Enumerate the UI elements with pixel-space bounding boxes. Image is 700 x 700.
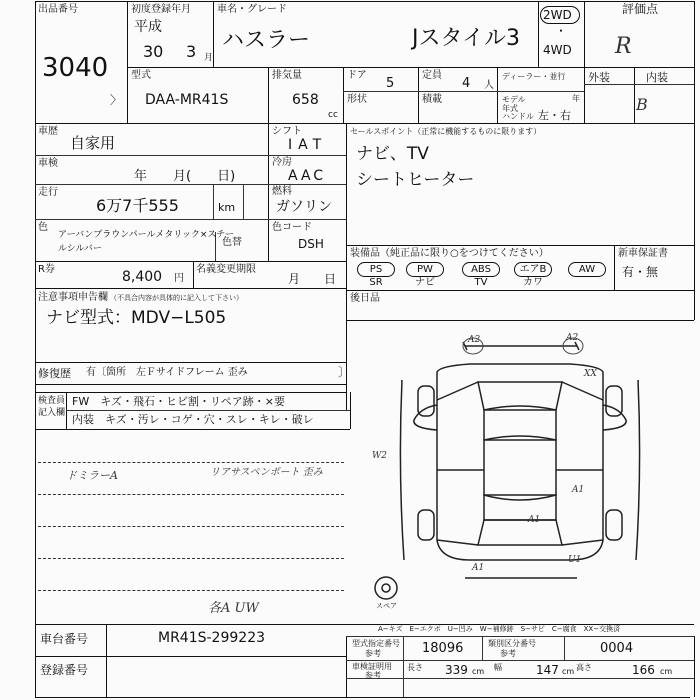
diagram-mark-front-right: A2	[566, 333, 579, 343]
class-number-value: 0004	[600, 641, 634, 656]
fuel-value: ガソリン	[276, 199, 332, 215]
month-unit: 月	[204, 53, 214, 63]
form-label: 形状	[347, 94, 367, 105]
history-value: 自家用	[70, 134, 116, 152]
auto-tax-value: 月 日	[288, 272, 337, 286]
displacement-unit: cc	[328, 110, 338, 120]
reg-month: 3	[186, 42, 197, 61]
exterior-label: 外装	[588, 71, 610, 84]
capacity-value: 4	[462, 76, 471, 91]
color-label: 色	[38, 222, 48, 233]
width-unit: cm	[562, 667, 575, 676]
interior-label: 内装	[646, 71, 668, 84]
type-number-ref: 参考	[365, 649, 381, 658]
score-label: 評価点	[622, 2, 659, 16]
repair-value: 有〔箇所 左Ｆサイドフレーム 歪み	[86, 367, 248, 378]
doors-label: ドア	[347, 70, 367, 81]
capacity-unit: 人	[484, 80, 494, 91]
capacity-label: 定員	[422, 70, 442, 81]
reg-year: 30	[143, 42, 164, 61]
era: 平成	[134, 19, 162, 35]
inspector-label-1: 検査員	[38, 396, 66, 406]
chassis-value: MR41S-299223	[158, 630, 266, 646]
diagram-mark-left-side: W2	[372, 451, 387, 461]
length-unit: cm	[472, 667, 485, 676]
mileage-value: 6万7千555	[96, 196, 179, 215]
drive-2wd: 2WD	[543, 8, 572, 22]
model-name: ハスラー	[222, 28, 311, 53]
inspector-row-1: FW キズ・飛石・ヒビ割・リペア跡・×要	[72, 395, 285, 408]
dealer-label: ディーラー・並行	[502, 72, 566, 81]
equip-tv: TV	[474, 277, 488, 288]
displacement-value: 658	[292, 92, 319, 108]
auto-tax-label: 名義変更期限	[196, 264, 256, 275]
type-value: DAA-MR41S	[145, 92, 229, 108]
length-label: 長さ	[407, 663, 423, 672]
inspection-label: 車検	[38, 158, 58, 169]
shift-label: シフト	[272, 126, 302, 137]
type-label: 型式	[131, 70, 151, 81]
handwritten-note-2: リアサスペンポート 歪み	[210, 467, 323, 478]
equip-ps: PS	[357, 262, 395, 277]
notes-label: 注意事項申告欄	[38, 292, 108, 303]
notes-sub-label: （不具合内容が具体的に記入して下さい）	[110, 294, 243, 302]
new-warranty-label: 新車保証書	[618, 248, 668, 259]
spare-label: スペア	[376, 602, 397, 610]
handle-label: ハンドル	[502, 112, 534, 121]
mileage-label: 走行	[38, 187, 58, 198]
color-code-value: DSH	[298, 237, 324, 251]
equip-navi: ナビ	[415, 277, 435, 288]
type-number-value: 18096	[422, 641, 464, 656]
repair-label: 修復歴	[38, 367, 71, 380]
dims-ref: 参考	[365, 671, 381, 680]
notes-text: ナビ型式：MDV−L505	[46, 308, 227, 328]
equip-pw: PW	[406, 262, 444, 277]
diagram-legend: A−キズ E−エクボ U−凹み W−補修跡 S−サビ C−腐食 XX−交換済	[378, 625, 621, 633]
height-label: 高さ	[576, 663, 592, 672]
repair-close: 〕	[338, 365, 351, 379]
selling-label: セールスポイント（正常に機能するものに限ります）	[350, 127, 542, 136]
handwritten-note-1: ドミラーA	[66, 469, 118, 482]
class-number-ref: 参考	[500, 649, 516, 658]
color-value-1: アーバンブラウンパールメタリック×スチー	[58, 230, 235, 240]
handle-value: 左・右	[538, 109, 571, 122]
registration-label: 登録番号	[40, 663, 89, 677]
first-reg-label: 初度登録年月	[131, 4, 191, 15]
length-value: 339	[445, 663, 468, 677]
new-warranty-value: 有・無	[622, 265, 659, 279]
recycle-label: R券	[38, 264, 55, 275]
equip-abs: ABS	[462, 262, 500, 277]
equip-airbag: エアB	[514, 262, 552, 277]
shift-value: IAT	[288, 137, 328, 153]
model-label: 車名・グレード	[217, 4, 287, 15]
inspection-value: 年 月( 日)	[134, 169, 236, 184]
fuel-label: 燃料	[272, 186, 292, 197]
ac-value: AAC	[288, 168, 327, 184]
lot-number: 3040	[42, 53, 109, 83]
width-label: 幅	[494, 663, 502, 672]
drive-dot: ・	[555, 24, 568, 38]
diagram-mark-right-front: XX	[584, 369, 597, 379]
height-unit: cm	[660, 667, 673, 676]
equipment-label: 装備品（純正品に限り○をつけてください）	[350, 248, 549, 259]
equip-sr: SR	[369, 277, 383, 288]
diagram-mark-right-side: A1	[572, 485, 585, 495]
drive-4wd: 4WD	[543, 43, 572, 57]
score-value: R	[615, 34, 632, 59]
height-value: 166	[632, 663, 655, 677]
handwritten-note-3: 各A UW	[208, 601, 259, 616]
interior-value: B	[636, 95, 648, 114]
selling-line-1: ナビ、TV	[356, 144, 429, 164]
type-number-label: 型式指定番号	[352, 639, 400, 648]
color-value-2: ルシルバー	[58, 244, 102, 254]
mileage-unit: km	[218, 201, 236, 214]
history-label: 車歴	[38, 126, 58, 137]
chassis-label: 車台番号	[40, 632, 89, 646]
dims-label: 車検証明用	[352, 662, 392, 671]
diagram-mark-rear-left: A1	[472, 563, 485, 573]
year-unit: 年	[572, 94, 580, 103]
inspector-label-2: 記入欄	[38, 408, 66, 418]
lot-label: 出品番号	[38, 4, 78, 15]
doors-value: 5	[386, 76, 395, 91]
class-number-label: 類別区分番号	[488, 639, 536, 648]
equip-leather: カワ	[523, 277, 543, 288]
lot-arrow: 〉	[110, 93, 123, 107]
repaint-label: 色替	[222, 237, 242, 248]
diagram-mark-front-left: A2	[468, 335, 481, 345]
width-value: 147	[536, 663, 559, 677]
inspector-row-2: 内装 キズ・汚レ・コゲ・穴・スレ・キレ・破レ	[72, 413, 314, 426]
diagram-mark-rear-center: A1	[528, 515, 541, 525]
diagram-mark-rear-right: U1	[568, 555, 582, 565]
car-outline	[375, 342, 640, 599]
equip-aw: AW	[568, 262, 606, 277]
displacement-label: 排気量	[272, 70, 302, 81]
color-code-label: 色コード	[272, 222, 312, 233]
recycle-value: 8,400	[122, 269, 163, 285]
selling-line-2: シートヒーター	[356, 170, 475, 190]
rear-items-label: 後日品	[350, 293, 380, 304]
recycle-unit: 円	[174, 273, 184, 284]
load-label: 積載	[422, 94, 442, 105]
ac-label: 冷房	[272, 157, 292, 168]
model-year-label: モデル 年式	[502, 95, 526, 113]
grade: Jスタイル3	[412, 26, 521, 51]
